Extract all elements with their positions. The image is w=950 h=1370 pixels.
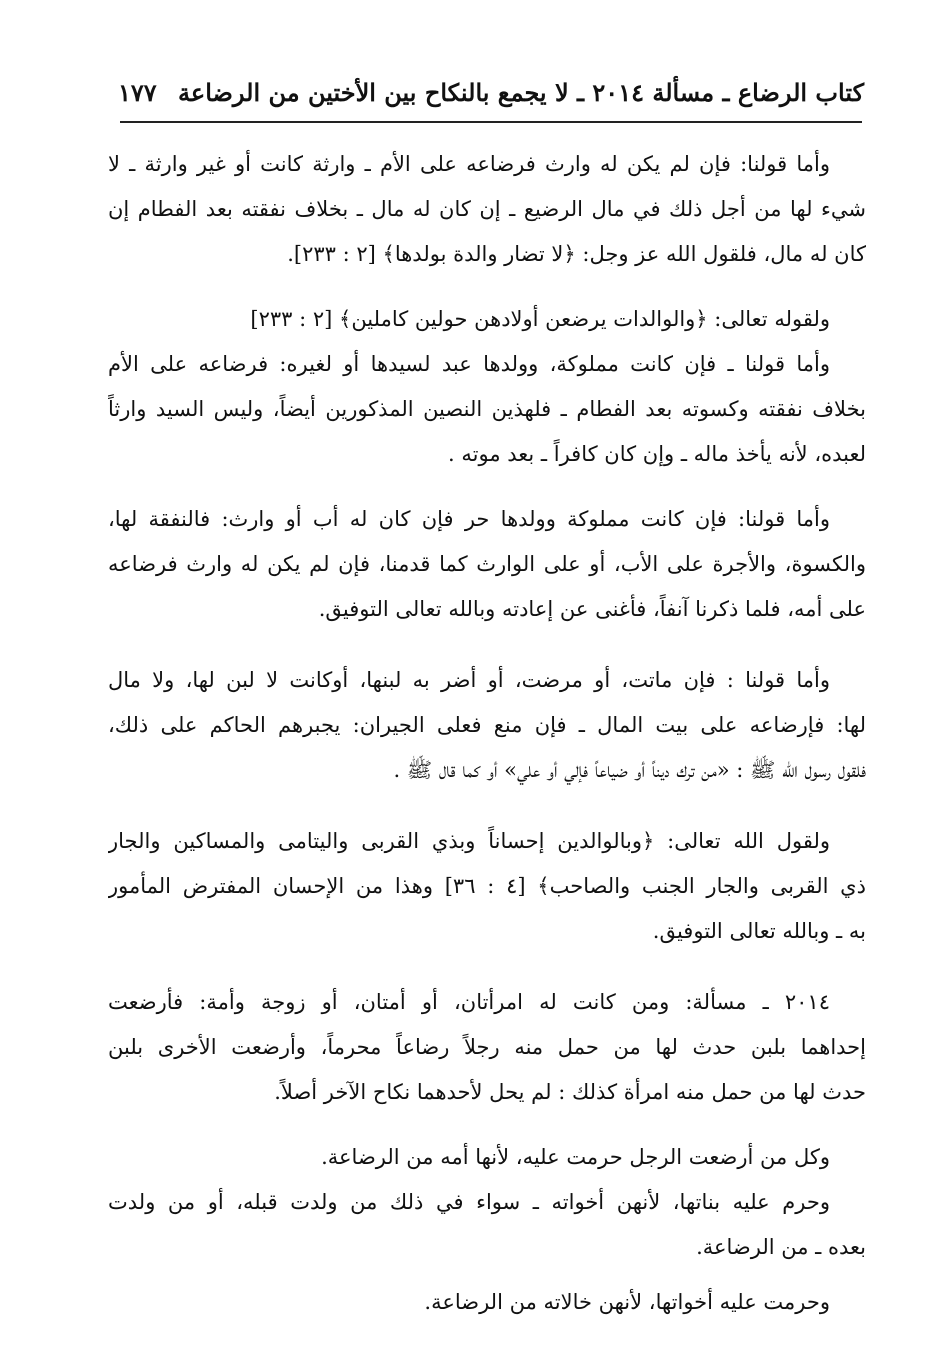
paragraph-1 [108, 142, 866, 277]
paragraph-9 [108, 1180, 866, 1270]
header-rule [120, 121, 862, 123]
text-line: ولقوله تعالى: ﴿والوالدات يرضعن أولادهن حولين كاملين﴾ [٢ : ٢٣٣] [250, 307, 830, 331]
text-line: على أمه، فلما ذكرنا آنفاً، فأغنى عن إعادته وبالله تعالى التوفيق. [318, 597, 866, 621]
text-line: إحداهما بلبن حدث لها من حمل منه رجلاً رضاعاً محرماً، وأرضعت الأخرى بلبن [108, 1035, 866, 1059]
paragraph-4 [108, 497, 866, 632]
text-line: شيء لها من أجل ذلك في مال الرضيع ـ إن كان له مال ـ بخلاف نفقته بعد الفطام إن [108, 197, 866, 221]
text-line: وأما قولنا ـ فإن كانت مملوكة، وولدها عبد لسيدها أو لغيره: فرضاعه على الأم [108, 352, 830, 376]
paragraph-7-issue-2014 [108, 980, 866, 1115]
text-line: وحرم عليه بناتها، لأنهن أخواته ـ سواء في ذلك من ولدت قبله، أو من ولدت [108, 1190, 830, 1214]
text-line: فلقول رسول الله ﷺ : «من ترك ديناً أو ضياعاً فإلي أو علي» أو كما قال ﷺ . [393, 758, 866, 782]
text-line: بخلاف نفقته وكسوته بعد الفطام ـ فلهذين النصين المذكورين أيضاً، وليس السيد وارثاً [108, 397, 866, 421]
text-line: لها: فإرضاعه على بيت المال ـ فإن منع فعلى الجيران: يجبرهم الحاكم على ذلك، [108, 713, 866, 737]
text-line: بعده ـ من الرضاعة. [696, 1235, 866, 1259]
text-line: وأما قولنا: فإن لم يكن له وارث فرضاعه على الأم ـ وارثة كانت أو غير وارثة ـ لا [108, 152, 830, 176]
paragraph-10 [108, 1280, 866, 1325]
header-title: كتاب الرضاع ـ مسألة ٢٠١٤ ـ لا يجمع بالنكاح بين الأختين من الرضاعة [178, 77, 864, 107]
text-line: وأما قولنا: فإن كانت مملوكة وولدها حر فإن كان له أب أو وارث: فالنفقة لها، [108, 507, 830, 531]
text-line: وأما قولنا : فإن ماتت، أو مرضت، أو أضر به لبنها، أوكانت لا لبن لها، ولا مال [108, 668, 830, 692]
text-line: لعبده، لأنه يأخذ ماله ـ وإن كان كافراً ـ بعد موته . [448, 442, 866, 466]
text-line: وكل من أرضعت الرجل حرمت عليه، لأنها أمه من الرضاعة. [321, 1145, 830, 1169]
text-line: حدث لها من حمل منه امرأة كذلك : لم يحل لأحدهما نكاح الآخر أصلاً. [274, 1080, 866, 1104]
text-line: كان له مال، فلقول الله عز وجل: ﴿لا تضار والدة بولدها﴾ [٢ : ٢٣٣]. [287, 242, 866, 266]
text-line: وحرمت عليه أخواتها، لأنهن خالاته من الرضاعة. [424, 1290, 830, 1314]
text-line: ٢٠١٤ ـ مسألة: ومن كانت له امرأتان، أو أمتان، أو زوجة وأمة: فأرضعت [108, 990, 830, 1014]
paragraph-2 [108, 297, 866, 342]
body-text [108, 142, 866, 1325]
paragraph-6 [108, 819, 866, 954]
text-line: ولقول الله تعالى: ﴿وبالوالدين إحساناً وبذي القربى واليتامى والمساكين والجار [108, 829, 830, 853]
paragraph-3 [108, 342, 866, 477]
text-line: ذي القربى والجار الجنب والصاحب﴾ [٤ : ٣٦] وهذا من الإحسان المفترض المأمور [108, 874, 866, 898]
paragraph-5 [108, 658, 866, 793]
running-header [118, 74, 864, 110]
page-number: ١٧٧ [118, 77, 157, 107]
text-line: به ـ وبالله تعالى التوفيق. [652, 919, 866, 943]
paragraph-8 [108, 1135, 866, 1180]
text-line: والكسوة، والأجرة على الأب، أو على الوارث كما قدمنا، فإن لم يكن له وارث فرضاعه [108, 552, 866, 576]
